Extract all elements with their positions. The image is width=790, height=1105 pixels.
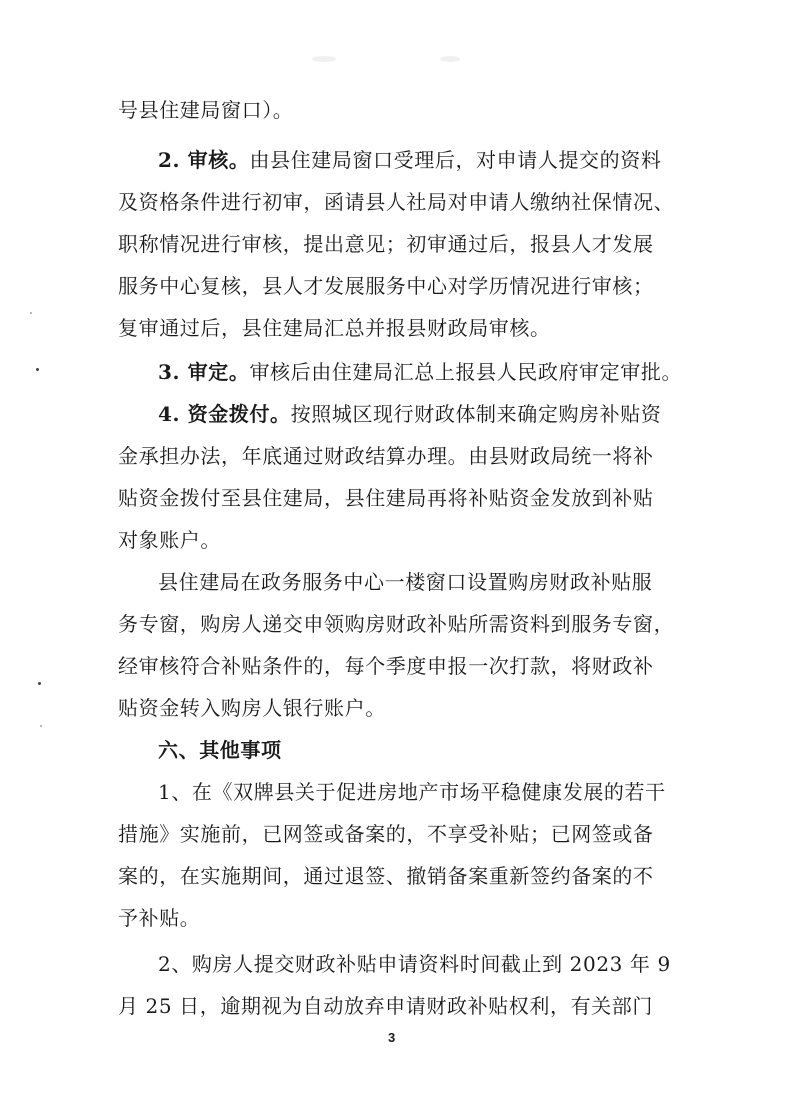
section-lead: 3. 审定。 (158, 360, 250, 384)
text-line: 服务中心复核，县人才发展服务中心对学历情况进行审核； (118, 274, 654, 298)
page-number: 3 (388, 1030, 396, 1045)
section-lead: 4. 资金拨付。 (158, 402, 291, 426)
text-line: 案的，在实施期间，通过退签、撤销备案重新签约备案的不 (118, 864, 654, 888)
line-text: 按照城区现行财政体制来确定购房补贴资 (290, 402, 662, 426)
text-line: 经审核符合补贴条件的，每个季度申报一次打款，将财政补 (118, 654, 654, 678)
text-line: 职称情况进行审核，提出意见；初审通过后，报县人才发展 (118, 232, 654, 256)
text-line: 1、在《双牌县关于促进房地产市场平稳健康发展的若干 (158, 780, 666, 804)
text-line: 金承担办法，年底通过财政结算办理。由县财政局统一将补 (118, 444, 654, 468)
text-line: 号县住建局窗口）。 (118, 98, 294, 122)
section-heading: 六、其他事项 (158, 738, 282, 762)
text-line: 予补贴。 (118, 906, 201, 930)
text-line: 及资格条件进行初审，函请县人社局对申请人缴纳社保情况、 (118, 190, 675, 214)
line-text: 审核后由住建局汇总上报县人民政府审定审批。 (249, 360, 683, 384)
text-line (158, 148, 718, 172)
scan-smudge (440, 56, 460, 62)
text-line: 月 25 日，逾期视为自动放弃申请财政补贴权利，有关部门 (118, 994, 653, 1018)
text-line (158, 360, 718, 384)
scan-smudge (312, 56, 336, 62)
text-line: 2、购房人提交财政补贴申请资料时间截止到 2023 年 9 (158, 952, 671, 976)
section-lead: 2. 审核。 (158, 148, 250, 172)
text-line: 措施》实施前，已网签或备案的，不享受补贴；已网签或备 (118, 822, 654, 846)
line-text: 由县住建局窗口受理后，对申请人提交的资料 (249, 148, 662, 172)
text-line: 复审通过后，县住建局汇总并报县财政局审核。 (118, 316, 551, 340)
scan-speck (40, 725, 42, 727)
text-line: 贴资金转入购房人银行账户。 (118, 696, 386, 720)
text-line: 县住建局在政务服务中心一楼窗口设置购房财政补贴服 (158, 570, 653, 594)
text-line: 对象账户。 (118, 528, 221, 552)
scan-speck (30, 312, 32, 314)
text-line: 务专窗，购房人递交申领购房财政补贴所需资料到服务专窗， (118, 612, 675, 636)
text-line (158, 402, 718, 426)
scan-speck (38, 682, 41, 685)
text-line: 贴资金拨付至县住建局，县住建局再将补贴资金发放到补贴 (118, 486, 654, 510)
scan-speck (36, 368, 39, 371)
